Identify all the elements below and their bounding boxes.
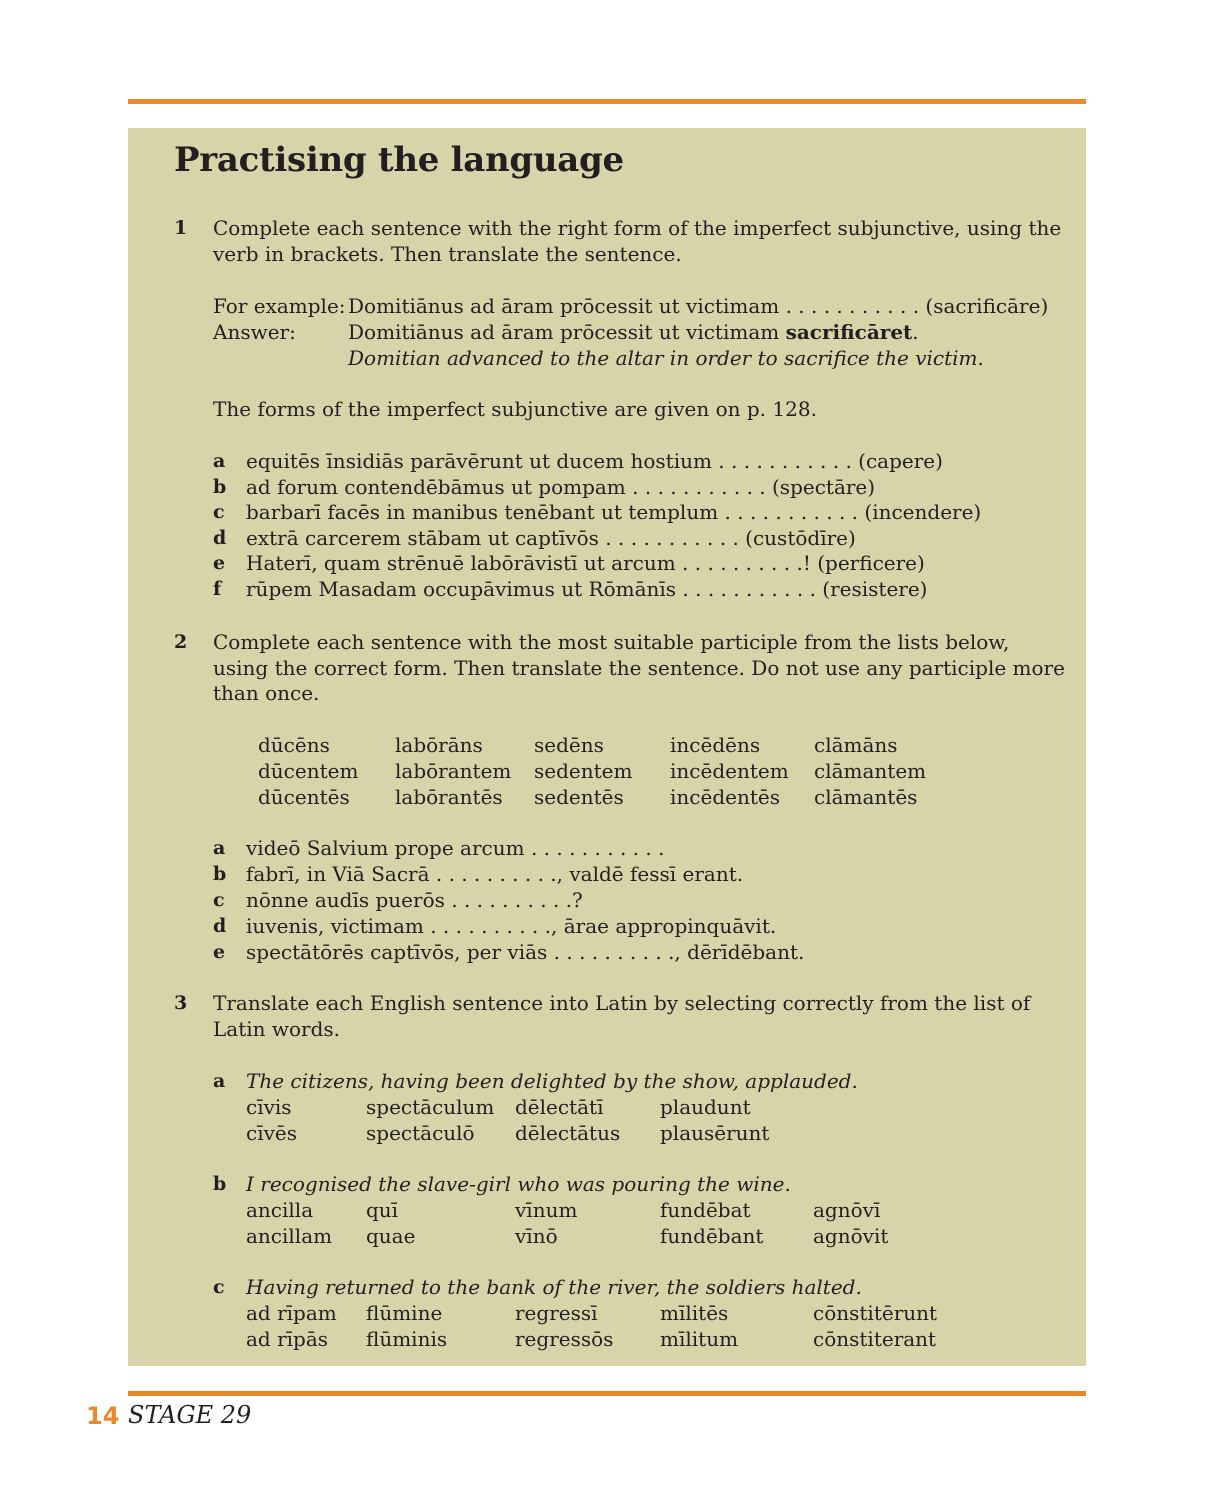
exercise-1-instruction: verb in brackets. Then translate the sentence. [213,242,682,266]
item-letter: a [213,450,226,472]
participle-form: incēdentēs [670,785,780,809]
exercise-3-number: 3 [174,992,188,1014]
item-letter: b [213,475,227,498]
top-rule [128,99,1086,104]
latin-word-option: cīvis [246,1095,292,1119]
exercise-2-number: 2 [174,631,188,653]
exercise-1-item: Haterī, quam strēnuē labōrāvistī ut arcum . . . . . . . . . .! (perficere) [246,551,925,576]
item-letter: b [213,1173,227,1195]
participle-form: clāmāns [814,733,898,757]
participle-form: labōrantēs [395,785,503,809]
exercise-2-instruction: than once. [213,681,320,705]
item-letter: c [213,889,225,911]
item-letter: f [213,578,222,600]
item-letter: b [213,863,227,885]
exercise-3-instruction: Translate each English sentence into Latin by selecting correctly from the list of [213,991,1031,1015]
exercise-2-instruction: Complete each sentence with the most suitable participle from the lists below, [213,630,1010,654]
latin-word-option: spectāculum [366,1095,495,1119]
latin-word-option: dēlectātus [515,1121,621,1145]
participle-form: dūcentem [258,759,359,783]
latin-word-option: cōnstiterant [813,1327,937,1351]
latin-word-option: cōnstitērunt [813,1301,938,1325]
latin-word-option: mīlitēs [660,1301,729,1325]
exercise-2-item: spectātōrēs captīvōs, per viās . . . . . . . . . ., dērīdēbant. [246,940,805,964]
latin-word-option: plausērunt [660,1121,770,1145]
item-letter: c [213,501,225,524]
exercise-1-instruction: Complete each sentence with the right form of the imperfect subjunctive, using the [213,216,1062,240]
exercise-1-item: equitēs īnsidiās parāvērunt ut ducem hostium . . . . . . . . . . . (capere) [246,449,943,473]
latin-word-option: vīnum [515,1198,578,1222]
latin-word-option: flūminis [366,1327,448,1351]
latin-word-option: dēlectātī [515,1095,604,1119]
exercise-3-instruction: Latin words. [213,1017,341,1041]
item-letter: d [213,915,227,937]
latin-word-option: quī [366,1198,399,1222]
latin-word-option: ancillam [246,1224,333,1248]
exercise-2-item: nōnne audīs puerōs . . . . . . . . . .? [246,888,583,912]
latin-word-option: agnōvī [813,1198,881,1222]
participle-form: sedentem [534,759,633,783]
item-letter: d [213,526,227,549]
item-letter: c [213,1276,225,1298]
exercise-2-instruction: using the correct form. Then translate the sentence. Do not use any participle more [213,656,1065,680]
page-number: 14 [86,1402,120,1430]
answer-verb: sacrificāret [785,320,913,344]
item-letter: a [213,837,226,859]
participle-form: sedentēs [534,785,624,809]
latin-word-option: ancilla [246,1198,314,1222]
latin-word-option: spectāculō [366,1121,475,1145]
exercise-1-item: rūpem Masadam occupāvimus ut Rōmānīs . . . . . . . . . . . (resistere) [246,577,928,601]
exercise-2-item: fabrī, in Viā Sacrā . . . . . . . . . ., valdē fessī erant. [246,862,744,886]
example-label: For example: [213,294,346,318]
latin-word-option: ad rīpam [246,1301,337,1325]
participle-form: incēdēns [670,733,761,757]
latin-word-option: plaudunt [660,1095,751,1119]
latin-word-option: fundēbat [660,1198,751,1222]
exercise-2-item: iuvenis, victimam . . . . . . . . . ., ārae appropinquāvit. [246,914,777,938]
latin-word-option: vīnō [515,1224,558,1248]
latin-word-option: regressōs [515,1327,614,1351]
item-letter: e [213,941,226,963]
participle-form: dūcentēs [258,785,350,809]
page-title: Practising the language [174,140,624,180]
exercise-1-number: 1 [174,217,188,239]
participle-form: clāmantem [814,759,927,783]
example-sentence: Domitiānus ad āram prōcessit ut victimam . . . . . . . . . . . (sacrificāre) [348,294,1049,318]
item-letter: e [213,552,226,575]
participle-form: labōrantem [395,759,512,783]
latin-word-option: flūmine [366,1301,443,1325]
participle-form: sedēns [534,733,604,757]
exercise-1-item: extrā carcerem stābam ut captīvōs . . . . . . . . . . . (custōdīre) [246,525,856,550]
latin-word-option: ad rīpās [246,1327,329,1351]
latin-word-option: mīlitum [660,1327,739,1351]
latin-word-option: agnōvit [813,1224,889,1248]
latin-word-option: fundēbant [660,1224,764,1248]
stage-label: STAGE 29 [128,1401,252,1429]
item-letter: a [213,1070,226,1092]
subjunctive-note: The forms of the imperfect subjunctive are given on p. 128. [213,397,817,421]
latin-word-option: cīvēs [246,1121,297,1145]
exercise-1-item: ad forum contendēbāmus ut pompam . . . . . . . . . . . (spectāre) [246,474,876,499]
answer-label: Answer: [213,320,296,344]
participle-form: labōrāns [395,733,483,757]
bottom-rule [128,1391,1086,1396]
english-sentence: Having returned to the bank of the river, the soldiers halted. [246,1275,862,1299]
participle-form: dūcēns [258,733,330,757]
latin-word-option: regressī [515,1301,598,1325]
exercise-2-item: videō Salvium prope arcum . . . . . . . . . . . [246,836,665,860]
english-sentence: I recognised the slave-girl who was pouring the wine. [246,1172,791,1196]
participle-form: clāmantēs [814,785,918,809]
latin-word-option: quae [366,1224,416,1248]
english-sentence: The citizens, having been delighted by the show, applauded. [246,1069,858,1093]
exercise-1-item: barbarī facēs in manibus tenēbant ut templum . . . . . . . . . . . (incendere) [246,500,982,525]
answer-sentence: Domitiānus ad āram prōcessit ut victimam sacrificāret. [348,320,919,344]
participle-form: incēdentem [670,759,789,783]
answer-translation: Domitian advanced to the altar in order to sacrifice the victim. [348,346,984,370]
